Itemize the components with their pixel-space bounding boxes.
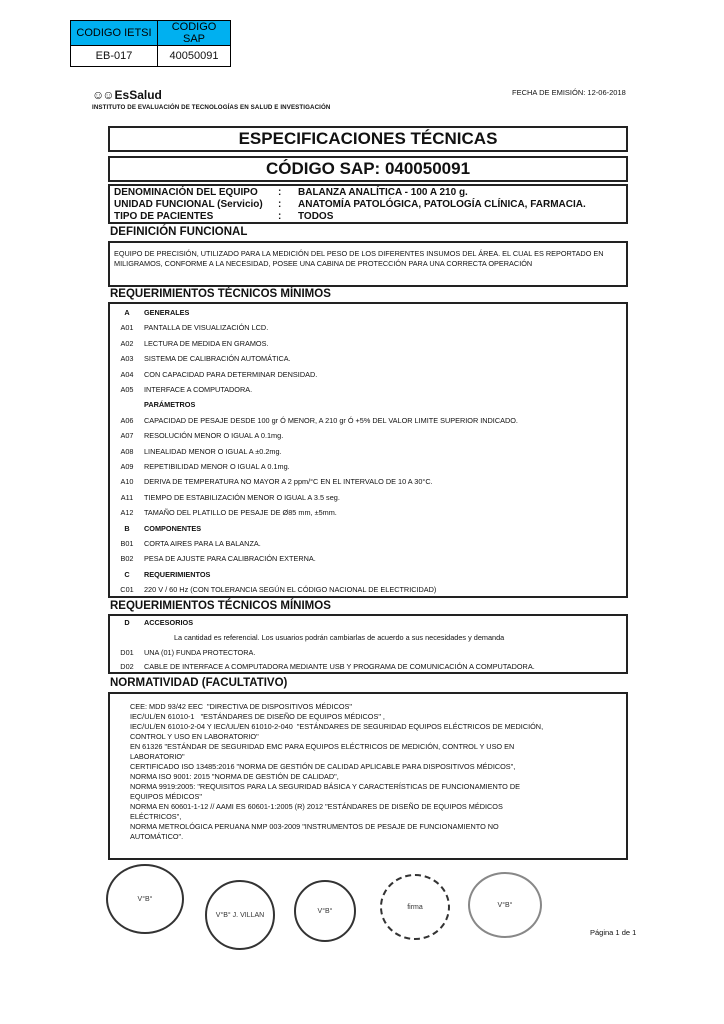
- requirement-code: A01: [120, 323, 134, 333]
- requirement-code: B: [124, 523, 130, 533]
- requirement-row: [110, 633, 626, 642]
- requirement-row: [110, 431, 626, 440]
- requirement-text: ACCESORIOS: [144, 618, 194, 627]
- regulation-item: CEE: MDD 93/42 EEC "DIRECTIVA DE DISPOSITIVOS MÉDICOS": [130, 702, 352, 711]
- seal-text: V°B°: [497, 901, 513, 909]
- requirement-text: INTERFACE A COMPUTADORA.: [144, 385, 253, 394]
- regulation-item: NORMA ISO 9001: 2015 "NORMA DE GESTIÓN DE CALIDAD",: [130, 772, 339, 781]
- regulation-item: IEC/UL/EN 61010-1 "ESTÁNDARES DE DISEÑO DE EQUIPOS MÉDICOS" ,: [130, 712, 385, 721]
- requirement-row: [110, 477, 626, 486]
- requirement-code: B01: [120, 539, 134, 548]
- requirement-code: D02: [120, 662, 134, 671]
- requirement-text: UNA (01) FUNDA PROTECTORA.: [144, 648, 256, 657]
- people-icon: ☺☺: [92, 88, 113, 102]
- requirement-text: TIEMPO DE ESTABILIZACIÓN MENOR O IGUAL A 3.5 seg.: [144, 492, 340, 502]
- section-header-row: [110, 524, 626, 533]
- requirement-code: A: [124, 308, 130, 317]
- requirement-code: A06: [120, 415, 134, 425]
- requirement-row: [110, 648, 626, 657]
- requirement-row: [110, 447, 626, 456]
- field-value: ANATOMÍA PATOLÓGICA, PATOLOGÍA CLÍNICA, FARMACIA.: [298, 199, 586, 210]
- seal-text: V°B° J. VILLAN: [215, 911, 265, 919]
- equipment-row: TIPO DE PACIENTES : TODOS: [114, 211, 622, 223]
- field-label: TIPO DE PACIENTES: [114, 211, 214, 222]
- functional-definition-title: DEFINICIÓN FUNCIONAL: [110, 226, 248, 238]
- requirement-text: TAMAÑO DEL PLATILLO DE PESAJE DE Ø85 mm, ±5mm.: [144, 508, 337, 518]
- requirement-code: B02: [120, 554, 134, 564]
- requirement-row: [110, 508, 626, 517]
- requirement-code: A03: [120, 354, 134, 364]
- requirement-code: A12: [120, 508, 134, 518]
- requirement-row: [110, 370, 626, 379]
- requirement-code: A05: [120, 385, 134, 394]
- regulations-list: [108, 692, 628, 860]
- issue-date: FECHA DE EMISIÓN: 12-06-2018: [512, 88, 626, 97]
- section-header-row: [110, 400, 626, 409]
- requirement-row: [110, 554, 626, 563]
- requirements-title: REQUERIMIENTOS TÉCNICOS MÍNIMOS: [110, 288, 331, 300]
- requirement-text: REPETIBILIDAD MENOR O IGUAL A 0.1mg.: [144, 462, 290, 471]
- equipment-row: UNIDAD FUNCIONAL (Servicio) : ANATOMÍA PATOLÓGICA, PATOLOGÍA CLÍNICA, FARMACIA.: [114, 199, 622, 211]
- requirement-text: LINEALIDAD MENOR O IGUAL A ±0.2mg.: [144, 446, 282, 456]
- requirement-text: SISTEMA DE CALIBRACIÓN AUTOMÁTICA.: [144, 354, 291, 364]
- requirement-code: A09: [120, 462, 134, 471]
- sap-code-header: CODIGO SAP: [158, 21, 231, 46]
- requirement-row: [110, 662, 626, 671]
- requirement-text: CAPACIDAD DE PESAJE DESDE 100 gr Ó MENOR, A 210 gr Ó +5% DEL VALOR LIMITE SUPERIOR INDICADO.: [144, 415, 518, 425]
- requirement-row: [110, 354, 626, 363]
- section-header-row: [110, 570, 626, 579]
- approval-seal-2: [205, 880, 275, 950]
- requirement-code: [110, 400, 144, 409]
- requirement-text: La cantidad es referencial. Los usuarios podrán cambiarlas de acuerdo a sus necesidades y demanda: [174, 633, 505, 642]
- ietsi-code-header: CODIGO IETSI: [71, 21, 158, 46]
- requirement-row: [110, 493, 626, 502]
- requirement-row: [110, 585, 626, 594]
- regulation-item: NORMA EN 60601-1-12 // AAMI ES 60601-1:2005 (R) 2012 "ESTÁNDARES DE DISEÑO DE EQUIPOS MÉDICOS ELÉCTRICOS",: [130, 802, 503, 821]
- section-header-row: [110, 308, 626, 317]
- requirement-text: PARÁMETROS: [144, 400, 196, 410]
- functional-definition-text: EQUIPO DE PRECISIÓN, UTILIZADO PARA LA MEDICIÓN DEL PESO DE LOS DIFERENTES INSUMOS DEL ÁREA. EL CUAL ES REPORTADO EN MILIGRAMOS, CONFORME A LA NECESIDAD, POSEE UNA CABINA DE PROTECCIÓN PARA UNA CORRECTA OPERACIÓN: [108, 241, 628, 287]
- requirement-code: D: [124, 618, 130, 627]
- ietsi-code-value: EB-017: [71, 46, 158, 67]
- requirement-row: [110, 416, 626, 425]
- field-value: TODOS: [298, 211, 334, 222]
- approval-seal-5: [468, 872, 542, 938]
- requirement-code: [110, 633, 144, 642]
- essalud-logo: [92, 88, 162, 102]
- seal-text: V°B°: [137, 895, 153, 903]
- requirement-text: LECTURA DE MEDIDA EN GRAMOS.: [144, 338, 269, 348]
- requirement-code: C: [124, 569, 130, 579]
- regulation-item: EN 61326 "ESTÁNDAR DE SEGURIDAD EMC PARA EQUIPOS ELÉCTRICOS DE MEDICIÓN, CONTROL Y USO EN LABORATORIO": [130, 742, 515, 761]
- requirement-text: PESA DE AJUSTE PARA CALIBRACIÓN EXTERNA.: [144, 554, 316, 564]
- requirement-row: [110, 539, 626, 548]
- requirement-text: CORTA AIRES PARA LA BALANZA.: [144, 539, 261, 548]
- requirement-text: 220 V / 60 Hz (CON TOLERANCIA SEGÚN EL CÓDIGO NACIONAL DE ELECTRICIDAD): [144, 585, 437, 595]
- sap-code-title: CÓDIGO SAP: 040050091: [108, 156, 628, 182]
- section-header-row: [110, 618, 626, 627]
- field-label: DENOMINACIÓN DEL EQUIPO: [114, 187, 258, 198]
- document-title: ESPECIFICACIONES TÉCNICAS: [108, 126, 628, 152]
- requirement-code: A04: [120, 369, 134, 379]
- requirement-text: COMPONENTES: [144, 523, 202, 533]
- requirement-row: [110, 462, 626, 471]
- requirement-text: CABLE DE INTERFACE A COMPUTADORA MEDIANTE USB Y PROGRAMA DE COMUNICACIÓN A COMPUTADORA.: [144, 662, 535, 671]
- requirement-text: GENERALES: [144, 308, 190, 317]
- seal-text: firma: [407, 903, 423, 911]
- requirement-code: A07: [120, 431, 134, 441]
- regulation-item: IEC/UL/EN 61010-2-04 Y IEC/UL/EN 61010-2-040 "ESTÁNDARES DE SEGURIDAD EQUIPOS ELÉCTRICOS DE MEDICIÓN, CONTROL Y USO EN LABORATORIO": [130, 722, 544, 741]
- regulation-item: NORMA 9919:2005: "REQUISITOS PARA LA SEGURIDAD BÁSICA Y CARACTERÍSTICAS DE FUNCIONAMIENTO DE EQUIPOS MÉDICOS": [130, 782, 520, 801]
- requirement-text: RESOLUCIÓN MENOR O IGUAL A 0.1mg.: [144, 431, 284, 441]
- regulation-item: CERTIFICADO ISO 13485:2016 "NORMA DE GESTIÓN DE CALIDAD APLICABLE PARA DISPOSITIVOS MÉDICOS",: [130, 762, 516, 771]
- equipment-row: DENOMINACIÓN DEL EQUIPO : BALANZA ANALÍTICA - 100 A 210 g.: [114, 187, 622, 199]
- requirement-row: [110, 323, 626, 332]
- requirement-code: A10: [120, 477, 134, 487]
- requirements-title-2: REQUERIMIENTOS TÉCNICOS MÍNIMOS: [110, 600, 331, 612]
- requirement-text: CON CAPACIDAD PARA DETERMINAR DENSIDAD.: [144, 369, 318, 379]
- requirement-code: A02: [120, 338, 134, 348]
- requirement-text: REQUERIMIENTOS: [144, 569, 211, 579]
- requirements-table: [108, 302, 628, 598]
- seal-text: V°B°: [317, 907, 333, 915]
- equipment-info: [108, 184, 628, 224]
- logo-text: EsSalud: [114, 88, 162, 102]
- requirement-code: A08: [120, 446, 134, 456]
- signature-seal: [380, 874, 450, 940]
- sap-code-value: 40050091: [158, 46, 231, 67]
- regulation-item: NORMA METROLÓGICA PERUANA NMP 003-2009 "INSTRUMENTOS DE PESAJE DE FUNCIONAMIENTO NO AUTOMÁTICO".: [130, 822, 499, 841]
- page-number: Página 1 de 1: [590, 928, 637, 937]
- regulations-title: NORMATIVIDAD (FACULTATIVO): [110, 677, 288, 689]
- accessories-table: [108, 614, 628, 674]
- requirement-code: A11: [120, 492, 134, 502]
- field-label: UNIDAD FUNCIONAL (Servicio): [114, 199, 263, 210]
- code-table: [70, 20, 231, 67]
- approval-seal-1: [106, 864, 184, 934]
- requirement-row: [110, 339, 626, 348]
- requirement-code: D01: [120, 648, 134, 657]
- field-value: BALANZA ANALÍTICA - 100 A 210 g.: [298, 187, 468, 198]
- approval-seal-3: [294, 880, 356, 942]
- requirement-code: C01: [120, 585, 134, 595]
- requirement-text: DERIVA DE TEMPERATURA NO MAYOR A 2 ppm/°C EN EL INTERVALO DE 10 A 30°C.: [144, 477, 433, 487]
- institute-name: INSTITUTO DE EVALUACIÓN DE TECNOLOGÍAS EN SALUD E INVESTIGACIÓN: [92, 104, 331, 111]
- requirement-row: [110, 385, 626, 394]
- requirement-text: PANTALLA DE VISUALIZACIÓN LCD.: [144, 323, 269, 333]
